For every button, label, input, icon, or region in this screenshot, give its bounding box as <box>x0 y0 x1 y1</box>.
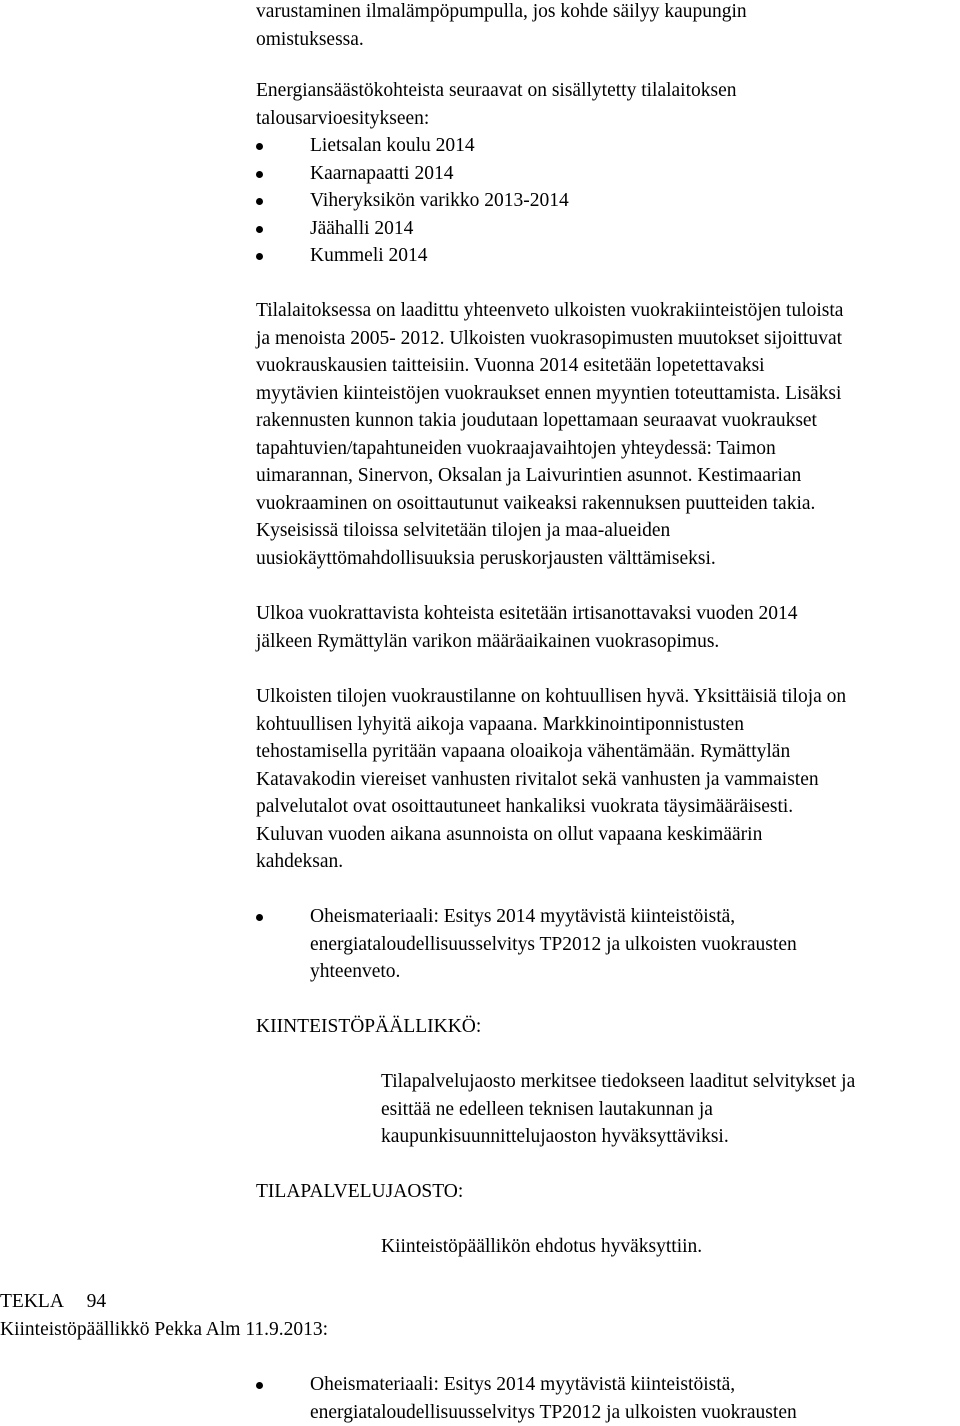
text-line: rakennusten kunnon takia joudutaan lopettamaan seuraavat vuokraukset <box>256 410 817 431</box>
energy-savings-list <box>256 132 960 270</box>
property-manager-proposal <box>381 1068 960 1151</box>
text-line: Ulkoisten tilojen vuokraustilanne on kohtuullisen hyvä. Yksittäisiä tiloja on <box>256 686 847 707</box>
text-line: Energiansäästökohteista seuraavat on sisällytetty tilalaitoksen <box>256 80 737 101</box>
intro-tail-paragraph <box>256 0 960 53</box>
text-line: jälkeen Rymättylän varikon määräaikainen vuokrasopimus. <box>256 630 720 652</box>
termination-paragraph <box>256 600 960 655</box>
text-line: talousarvioesitykseen: <box>256 107 430 129</box>
text-line: Oheismateriaali: Esitys 2014 myytävistä kiinteistöistä, <box>310 906 736 927</box>
attachment-item <box>256 903 960 986</box>
text-line: palvelutalot ovat osoittautuneet hankaliksi vuokrata täysimääräisesti. <box>256 796 794 817</box>
summary-paragraph <box>256 297 960 572</box>
text-line: Tilalaitoksessa on laadittu yhteenveto ulkoisten vuokrakiinteistöjen tuloista <box>256 300 844 321</box>
text-line: energiataloudellisuusselvitys TP2012 ja ulkoisten vuokrausten <box>310 933 797 955</box>
text-line: vuokraaminen on osoittautunut vaikeaksi rakennuksen puutteiden takia. <box>256 492 816 514</box>
text-line: kohtuullisen lyhyitä aikoja vapaana. Markkinointiponnistusten <box>256 713 744 735</box>
text-line: tehostamisella pyritään vapaana oloaikoja vähentämään. Rymättylän <box>256 741 791 762</box>
list-item: Kummeli 2014 <box>256 242 960 270</box>
text-line: ja menoista 2005- 2012. Ulkoisten vuokrasopimusten muutokset sijoittuvat <box>256 327 843 349</box>
text-line: esittää ne edelleen teknisen lautakunnan ja <box>381 1098 713 1120</box>
energy-savings-intro <box>256 77 960 132</box>
list-item: Viheryksikön varikko 2013-2014 <box>256 187 960 215</box>
text-line: yhteenveto. <box>310 961 401 982</box>
attachment-list <box>256 903 960 986</box>
agenda-item-presenter: Kiinteistöpäällikkö Pekka Alm 11.9.2013: <box>0 1319 329 1340</box>
facility-committee-decision: Kiinteistöpäällikön ehdotus hyväksyttiin. <box>381 1236 703 1257</box>
list-item: Jäähalli 2014 <box>256 215 960 243</box>
agenda-item-index: 94 <box>86 1291 107 1312</box>
text-line: tapahtuvien/tapahtuneiden vuokraajavaihtojen yhteydessä: Taimon <box>256 437 776 459</box>
property-manager-heading: KIINTEISTÖPÄÄLLIKKÖ: <box>256 1016 482 1037</box>
text-line: energiataloudellisuusselvitys TP2012 ja ulkoisten vuokrausten <box>310 1401 797 1423</box>
list-item: Lietsalan koulu 2014 <box>256 132 960 160</box>
facility-committee-heading: TILAPALVELUJAOSTO: <box>256 1181 464 1202</box>
agenda-item-label: TEKLA <box>0 1291 63 1312</box>
text-line: kaupunkisuunnittelujaoston hyväksyttäviksi. <box>381 1126 729 1147</box>
attachment-item <box>256 1371 960 1426</box>
text-line: Kuluvan vuoden aikana asunnoista on ollut vapaana keskimäärin <box>256 823 763 845</box>
text-line: Katavakodin viereiset vanhusten rivitalot sekä vanhusten ja vammaisten <box>256 768 819 790</box>
text-line: uimarannan, Sinervon, Oksalan ja Laivurintien asunnot. Kestimaarian <box>256 465 802 486</box>
text-line: Oheismateriaali: Esitys 2014 myytävistä kiinteistöistä, <box>310 1374 736 1395</box>
text-line: uusiokäyttömahdollisuuksia peruskorjausten välttämiseksi. <box>256 547 716 569</box>
rental-situation-paragraph <box>256 683 960 876</box>
text-line: Ulkoa vuokrattavista kohteista esitetään irtisanottavaksi vuoden 2014 <box>256 603 798 624</box>
text-line: varustaminen ilmalämpöpumpulla, jos kohde säilyy kaupungin <box>256 1 747 22</box>
text-line: kahdeksan. <box>256 851 344 872</box>
text-line: Kyseisissä tiloissa selvitetään tilojen ja maa-alueiden <box>256 520 671 541</box>
text-line: omistuksessa. <box>256 28 364 50</box>
agenda-item-number <box>0 1288 106 1316</box>
text-line: Tilapalvelujaosto merkitsee tiedokseen laaditut selvitykset ja <box>381 1071 856 1092</box>
text-line: vuokrauskausien taitteisiin. Vuonna 2014 esitetään lopetettavaksi <box>256 355 765 376</box>
list-item: Kaarnapaatti 2014 <box>256 160 960 188</box>
text-line: myytävien kiinteistöjen vuokraukset ennen myyntien toteuttamista. Lisäksi <box>256 382 842 404</box>
attachment-list-2 <box>256 1371 960 1426</box>
